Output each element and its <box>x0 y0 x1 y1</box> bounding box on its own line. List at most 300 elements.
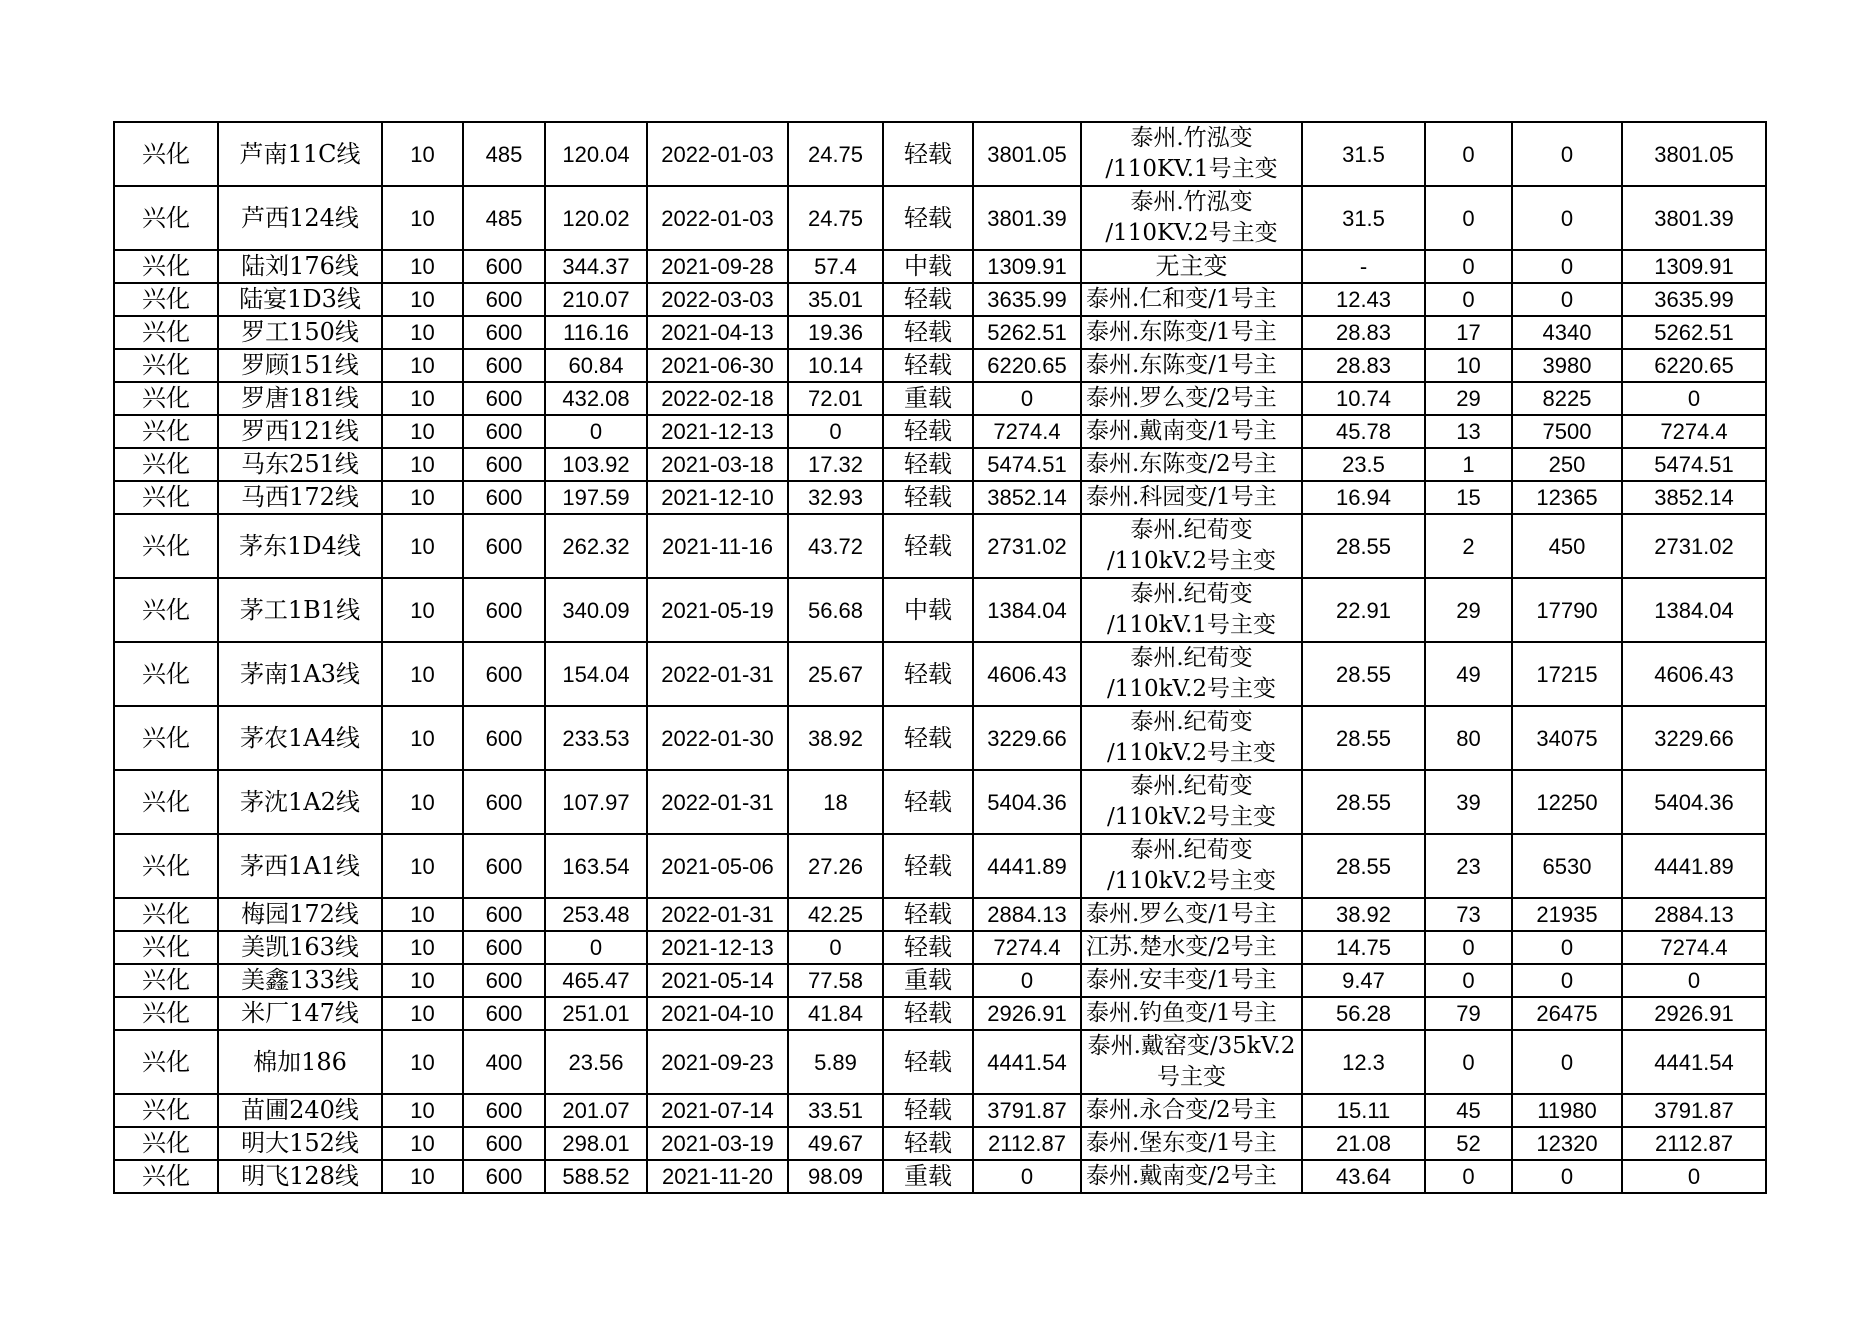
max-current-cell: 154.04 <box>545 642 647 706</box>
feeder-name-cell: 芦南11C线 <box>218 122 382 186</box>
substation-line-1: 泰州.纪荀变 <box>1130 837 1253 863</box>
area-cell: 兴化 <box>114 283 218 316</box>
area-cell: 兴化 <box>114 997 218 1030</box>
rated-current-cell: 600 <box>463 1160 545 1193</box>
voltage-cell: 10 <box>382 1127 463 1160</box>
applied-load-cell: 17215 <box>1512 642 1622 706</box>
table-row <box>114 415 1766 448</box>
voltage-cell: 10 <box>382 349 463 382</box>
date-cell: 2021-04-10 <box>647 997 788 1030</box>
transformer-load-rate-cell: 10.74 <box>1302 382 1425 415</box>
voltage-cell: 10 <box>382 834 463 898</box>
rated-current-cell: 600 <box>463 316 545 349</box>
voltage-cell: 10 <box>382 481 463 514</box>
table-row <box>114 931 1766 964</box>
area-cell: 兴化 <box>114 1030 218 1094</box>
transformer-load-rate-cell: 28.83 <box>1302 349 1425 382</box>
voltage-cell: 10 <box>382 122 463 186</box>
max-current-cell: 233.53 <box>545 706 647 770</box>
transformer-load-rate-cell: 15.11 <box>1302 1094 1425 1127</box>
transformer-load-rate-cell: 28.55 <box>1302 514 1425 578</box>
open-capacity-cell: 6220.65 <box>1622 349 1766 382</box>
open-capacity-cell: 3635.99 <box>1622 283 1766 316</box>
area-cell: 兴化 <box>114 415 218 448</box>
area-cell: 兴化 <box>114 122 218 186</box>
rated-current-cell: 600 <box>463 1127 545 1160</box>
available-capacity-cell: 2926.91 <box>973 997 1081 1030</box>
load-rate-cell: 32.93 <box>788 481 883 514</box>
open-capacity-cell: 3791.87 <box>1622 1094 1766 1127</box>
substation-line-2: /110kV.2号主变 <box>1106 548 1277 574</box>
open-capacity-cell: 0 <box>1622 964 1766 997</box>
voltage-cell: 10 <box>382 1160 463 1193</box>
feeder-name-cell: 美凯163线 <box>218 931 382 964</box>
max-current-cell: 107.97 <box>545 770 647 834</box>
load-status-cell: 轻载 <box>883 834 973 898</box>
table-row <box>114 898 1766 931</box>
area-cell: 兴化 <box>114 1094 218 1127</box>
max-current-cell: 298.01 <box>545 1127 647 1160</box>
available-capacity-cell: 2731.02 <box>973 514 1081 578</box>
rated-current-cell: 600 <box>463 514 545 578</box>
load-status-cell: 轻载 <box>883 481 973 514</box>
feeder-name-cell: 明大152线 <box>218 1127 382 1160</box>
date-cell: 2021-11-16 <box>647 514 788 578</box>
load-rate-cell: 72.01 <box>788 382 883 415</box>
available-capacity-cell: 6220.65 <box>973 349 1081 382</box>
open-capacity-cell: 2926.91 <box>1622 997 1766 1030</box>
applications-count-cell: 0 <box>1425 931 1512 964</box>
applied-load-cell: 0 <box>1512 1030 1622 1094</box>
load-status-cell: 轻载 <box>883 448 973 481</box>
voltage-cell: 10 <box>382 448 463 481</box>
max-current-cell: 253.48 <box>545 898 647 931</box>
table-row <box>114 706 1766 770</box>
date-cell: 2021-12-13 <box>647 931 788 964</box>
available-capacity-cell: 3635.99 <box>973 283 1081 316</box>
applications-count-cell: 39 <box>1425 770 1512 834</box>
max-current-cell: 163.54 <box>545 834 647 898</box>
feeder-name-cell: 茅农1A4线 <box>218 706 382 770</box>
table-row <box>114 1127 1766 1160</box>
rated-current-cell: 600 <box>463 382 545 415</box>
voltage-cell: 10 <box>382 642 463 706</box>
load-status-cell: 中载 <box>883 250 973 283</box>
applications-count-cell: 79 <box>1425 997 1512 1030</box>
applied-load-cell: 17790 <box>1512 578 1622 642</box>
max-current-cell: 23.56 <box>545 1030 647 1094</box>
rated-current-cell: 485 <box>463 122 545 186</box>
load-rate-cell: 41.84 <box>788 997 883 1030</box>
load-status-cell: 重载 <box>883 1160 973 1193</box>
substation-cell: 泰州.仁和变/1号主 <box>1081 283 1302 316</box>
table-row <box>114 349 1766 382</box>
substation-cell <box>1081 122 1302 186</box>
max-current-cell: 262.32 <box>545 514 647 578</box>
date-cell: 2021-03-18 <box>647 448 788 481</box>
applied-load-cell: 34075 <box>1512 706 1622 770</box>
transformer-load-rate-cell: 28.55 <box>1302 642 1425 706</box>
available-capacity-cell: 4441.54 <box>973 1030 1081 1094</box>
area-cell: 兴化 <box>114 448 218 481</box>
transformer-load-rate-cell: 43.64 <box>1302 1160 1425 1193</box>
available-capacity-cell: 7274.4 <box>973 415 1081 448</box>
load-rate-cell: 33.51 <box>788 1094 883 1127</box>
applications-count-cell: 23 <box>1425 834 1512 898</box>
applications-count-cell: 0 <box>1425 1030 1512 1094</box>
transformer-load-rate-cell: 16.94 <box>1302 481 1425 514</box>
applications-count-cell: 0 <box>1425 283 1512 316</box>
applications-count-cell: 0 <box>1425 964 1512 997</box>
voltage-cell: 10 <box>382 578 463 642</box>
rated-current-cell: 600 <box>463 898 545 931</box>
available-capacity-cell: 5262.51 <box>973 316 1081 349</box>
table-row <box>114 770 1766 834</box>
open-capacity-cell: 4606.43 <box>1622 642 1766 706</box>
applied-load-cell: 0 <box>1512 186 1622 250</box>
substation-cell: 泰州.戴南变/2号主 <box>1081 1160 1302 1193</box>
substation-cell: 泰州.堡东变/1号主 <box>1081 1127 1302 1160</box>
applications-count-cell: 1 <box>1425 448 1512 481</box>
max-current-cell: 197.59 <box>545 481 647 514</box>
table-row <box>114 283 1766 316</box>
date-cell: 2022-01-31 <box>647 770 788 834</box>
substation-cell: 泰州.东陈变/1号主 <box>1081 349 1302 382</box>
date-cell: 2021-09-28 <box>647 250 788 283</box>
transformer-load-rate-cell: 28.55 <box>1302 834 1425 898</box>
substation-cell: 无主变 <box>1081 250 1302 283</box>
load-status-cell: 轻载 <box>883 316 973 349</box>
substation-line-1: 泰州.纪荀变 <box>1130 709 1253 735</box>
table-body <box>114 122 1766 1193</box>
available-capacity-cell: 0 <box>973 1160 1081 1193</box>
area-cell: 兴化 <box>114 964 218 997</box>
rated-current-cell: 600 <box>463 283 545 316</box>
available-capacity-cell: 7274.4 <box>973 931 1081 964</box>
max-current-cell: 120.02 <box>545 186 647 250</box>
date-cell: 2022-03-03 <box>647 283 788 316</box>
open-capacity-cell: 2884.13 <box>1622 898 1766 931</box>
voltage-cell: 10 <box>382 316 463 349</box>
open-capacity-cell: 0 <box>1622 382 1766 415</box>
transformer-load-rate-cell: 23.5 <box>1302 448 1425 481</box>
area-cell: 兴化 <box>114 382 218 415</box>
applied-load-cell: 250 <box>1512 448 1622 481</box>
applied-load-cell: 3980 <box>1512 349 1622 382</box>
applications-count-cell: 0 <box>1425 1160 1512 1193</box>
transformer-load-rate-cell: 12.3 <box>1302 1030 1425 1094</box>
date-cell: 2022-02-18 <box>647 382 788 415</box>
rated-current-cell: 600 <box>463 997 545 1030</box>
substation-cell: 泰州.永合变/2号主 <box>1081 1094 1302 1127</box>
area-cell: 兴化 <box>114 834 218 898</box>
load-rate-cell: 35.01 <box>788 283 883 316</box>
max-current-cell: 340.09 <box>545 578 647 642</box>
voltage-cell: 10 <box>382 706 463 770</box>
substation-cell: 泰州.东陈变/2号主 <box>1081 448 1302 481</box>
feeder-name-cell: 茅西1A1线 <box>218 834 382 898</box>
date-cell: 2021-04-13 <box>647 316 788 349</box>
applications-count-cell: 0 <box>1425 186 1512 250</box>
load-status-cell: 轻载 <box>883 706 973 770</box>
area-cell: 兴化 <box>114 514 218 578</box>
open-capacity-cell: 5404.36 <box>1622 770 1766 834</box>
load-rate-cell: 5.89 <box>788 1030 883 1094</box>
date-cell: 2021-07-14 <box>647 1094 788 1127</box>
max-current-cell: 0 <box>545 415 647 448</box>
available-capacity-cell: 5474.51 <box>973 448 1081 481</box>
area-cell: 兴化 <box>114 578 218 642</box>
load-status-cell: 轻载 <box>883 415 973 448</box>
load-status-cell: 轻载 <box>883 514 973 578</box>
area-cell: 兴化 <box>114 250 218 283</box>
feeder-name-cell: 罗工150线 <box>218 316 382 349</box>
area-cell: 兴化 <box>114 931 218 964</box>
substation-cell <box>1081 642 1302 706</box>
rated-current-cell: 600 <box>463 481 545 514</box>
applications-count-cell: 52 <box>1425 1127 1512 1160</box>
load-rate-cell: 56.68 <box>788 578 883 642</box>
voltage-cell: 10 <box>382 250 463 283</box>
substation-cell: 泰州.安丰变/1号主 <box>1081 964 1302 997</box>
applications-count-cell: 13 <box>1425 415 1512 448</box>
voltage-cell: 10 <box>382 931 463 964</box>
applications-count-cell: 45 <box>1425 1094 1512 1127</box>
load-status-cell: 重载 <box>883 382 973 415</box>
load-rate-cell: 19.36 <box>788 316 883 349</box>
applied-load-cell: 0 <box>1512 250 1622 283</box>
feeder-name-cell: 棉加186 <box>218 1030 382 1094</box>
available-capacity-cell: 2112.87 <box>973 1127 1081 1160</box>
applied-load-cell: 11980 <box>1512 1094 1622 1127</box>
available-capacity-cell: 4441.89 <box>973 834 1081 898</box>
voltage-cell: 10 <box>382 382 463 415</box>
voltage-cell: 10 <box>382 1094 463 1127</box>
available-capacity-cell: 3801.05 <box>973 122 1081 186</box>
applied-load-cell: 0 <box>1512 931 1622 964</box>
rated-current-cell: 485 <box>463 186 545 250</box>
voltage-cell: 10 <box>382 997 463 1030</box>
date-cell: 2021-09-23 <box>647 1030 788 1094</box>
open-capacity-cell: 1309.91 <box>1622 250 1766 283</box>
available-capacity-cell: 4606.43 <box>973 642 1081 706</box>
date-cell: 2021-12-10 <box>647 481 788 514</box>
substation-cell <box>1081 514 1302 578</box>
transformer-load-rate-cell: 9.47 <box>1302 964 1425 997</box>
substation-cell <box>1081 1030 1302 1094</box>
rated-current-cell: 600 <box>463 964 545 997</box>
applied-load-cell: 7500 <box>1512 415 1622 448</box>
feeder-name-cell: 罗顾151线 <box>218 349 382 382</box>
rated-current-cell: 600 <box>463 834 545 898</box>
open-capacity-cell: 7274.4 <box>1622 931 1766 964</box>
area-cell: 兴化 <box>114 898 218 931</box>
applied-load-cell: 6530 <box>1512 834 1622 898</box>
applications-count-cell: 80 <box>1425 706 1512 770</box>
feeder-name-cell: 米厂147线 <box>218 997 382 1030</box>
open-capacity-cell: 5262.51 <box>1622 316 1766 349</box>
date-cell: 2022-01-03 <box>647 122 788 186</box>
applied-load-cell: 0 <box>1512 283 1622 316</box>
rated-current-cell: 600 <box>463 250 545 283</box>
transformer-load-rate-cell: 28.83 <box>1302 316 1425 349</box>
applied-load-cell: 12320 <box>1512 1127 1622 1160</box>
table-row <box>114 186 1766 250</box>
load-status-cell: 轻载 <box>883 1094 973 1127</box>
available-capacity-cell: 0 <box>973 382 1081 415</box>
substation-line-2: /110kV.2号主变 <box>1106 740 1277 766</box>
load-status-cell: 轻载 <box>883 898 973 931</box>
applied-load-cell: 450 <box>1512 514 1622 578</box>
transformer-load-rate-cell: 38.92 <box>1302 898 1425 931</box>
date-cell: 2021-03-19 <box>647 1127 788 1160</box>
date-cell: 2022-01-30 <box>647 706 788 770</box>
applied-load-cell: 8225 <box>1512 382 1622 415</box>
table-row <box>114 250 1766 283</box>
table-row <box>114 514 1766 578</box>
transformer-load-rate-cell: 28.55 <box>1302 706 1425 770</box>
feeder-name-cell: 陆宴1D3线 <box>218 283 382 316</box>
substation-cell <box>1081 706 1302 770</box>
feeder-name-cell: 明飞128线 <box>218 1160 382 1193</box>
substation-line-1: 泰州.竹泓变 <box>1130 125 1253 151</box>
load-rate-cell: 0 <box>788 931 883 964</box>
date-cell: 2021-12-13 <box>647 415 788 448</box>
table-row <box>114 834 1766 898</box>
feeder-name-cell: 马西172线 <box>218 481 382 514</box>
substation-cell: 泰州.科园变/1号主 <box>1081 481 1302 514</box>
applied-load-cell: 0 <box>1512 964 1622 997</box>
load-status-cell: 轻载 <box>883 931 973 964</box>
date-cell: 2022-01-03 <box>647 186 788 250</box>
transformer-load-rate-cell: 22.91 <box>1302 578 1425 642</box>
applications-count-cell: 0 <box>1425 250 1512 283</box>
applications-count-cell: 15 <box>1425 481 1512 514</box>
table-row <box>114 448 1766 481</box>
rated-current-cell: 600 <box>463 1094 545 1127</box>
substation-cell <box>1081 834 1302 898</box>
transformer-load-rate-cell: 14.75 <box>1302 931 1425 964</box>
feeder-name-cell: 茅沈1A2线 <box>218 770 382 834</box>
applied-load-cell: 4340 <box>1512 316 1622 349</box>
substation-cell: 泰州.钓鱼变/1号主 <box>1081 997 1302 1030</box>
load-rate-cell: 57.4 <box>788 250 883 283</box>
rated-current-cell: 600 <box>463 448 545 481</box>
available-capacity-cell: 1384.04 <box>973 578 1081 642</box>
date-cell: 2021-05-06 <box>647 834 788 898</box>
max-current-cell: 251.01 <box>545 997 647 1030</box>
load-status-cell: 轻载 <box>883 349 973 382</box>
substation-line-1: 泰州.纪荀变 <box>1130 645 1253 671</box>
open-capacity-cell: 3852.14 <box>1622 481 1766 514</box>
available-capacity-cell: 0 <box>973 964 1081 997</box>
max-current-cell: 344.37 <box>545 250 647 283</box>
substation-line-1: 泰州.纪荀变 <box>1130 581 1253 607</box>
applications-count-cell: 29 <box>1425 578 1512 642</box>
transformer-load-rate-cell: 31.5 <box>1302 186 1425 250</box>
substation-line-2: /110kV.2号主变 <box>1106 868 1277 894</box>
voltage-cell: 10 <box>382 898 463 931</box>
substation-cell: 泰州.戴南变/1号主 <box>1081 415 1302 448</box>
load-rate-cell: 18 <box>788 770 883 834</box>
transformer-load-rate-cell: 21.08 <box>1302 1127 1425 1160</box>
applications-count-cell: 29 <box>1425 382 1512 415</box>
feeder-name-cell: 梅园172线 <box>218 898 382 931</box>
area-cell: 兴化 <box>114 1127 218 1160</box>
available-capacity-cell: 3801.39 <box>973 186 1081 250</box>
date-cell: 2022-01-31 <box>647 898 788 931</box>
load-rate-cell: 98.09 <box>788 1160 883 1193</box>
load-status-cell: 轻载 <box>883 770 973 834</box>
feeder-name-cell: 芦西124线 <box>218 186 382 250</box>
table-row <box>114 1160 1766 1193</box>
substation-line-2: /110KV.1号主变 <box>1105 156 1278 182</box>
available-capacity-cell: 3791.87 <box>973 1094 1081 1127</box>
max-current-cell: 210.07 <box>545 283 647 316</box>
date-cell: 2021-05-14 <box>647 964 788 997</box>
table-row <box>114 1094 1766 1127</box>
voltage-cell: 10 <box>382 283 463 316</box>
open-capacity-cell: 4441.89 <box>1622 834 1766 898</box>
feeder-capacity-table <box>113 121 1767 1194</box>
load-rate-cell: 25.67 <box>788 642 883 706</box>
voltage-cell: 10 <box>382 1030 463 1094</box>
load-rate-cell: 38.92 <box>788 706 883 770</box>
transformer-load-rate-cell: 31.5 <box>1302 122 1425 186</box>
max-current-cell: 0 <box>545 931 647 964</box>
table-row <box>114 997 1766 1030</box>
applied-load-cell: 12365 <box>1512 481 1622 514</box>
open-capacity-cell: 3801.39 <box>1622 186 1766 250</box>
date-cell: 2021-11-20 <box>647 1160 788 1193</box>
max-current-cell: 60.84 <box>545 349 647 382</box>
substation-cell <box>1081 770 1302 834</box>
load-rate-cell: 24.75 <box>788 122 883 186</box>
max-current-cell: 432.08 <box>545 382 647 415</box>
table-row <box>114 122 1766 186</box>
available-capacity-cell: 5404.36 <box>973 770 1081 834</box>
load-rate-cell: 77.58 <box>788 964 883 997</box>
max-current-cell: 120.04 <box>545 122 647 186</box>
load-status-cell: 轻载 <box>883 997 973 1030</box>
date-cell: 2021-06-30 <box>647 349 788 382</box>
feeder-name-cell: 茅工1B1线 <box>218 578 382 642</box>
area-cell: 兴化 <box>114 349 218 382</box>
feeder-name-cell: 美鑫133线 <box>218 964 382 997</box>
open-capacity-cell: 2731.02 <box>1622 514 1766 578</box>
transformer-load-rate-cell: - <box>1302 250 1425 283</box>
feeder-name-cell: 苗圃240线 <box>218 1094 382 1127</box>
substation-cell <box>1081 186 1302 250</box>
substation-line-2: 号主变 <box>1157 1064 1226 1090</box>
substation-cell <box>1081 578 1302 642</box>
applied-load-cell: 0 <box>1512 122 1622 186</box>
voltage-cell: 10 <box>382 514 463 578</box>
load-status-cell: 重载 <box>883 964 973 997</box>
available-capacity-cell: 2884.13 <box>973 898 1081 931</box>
table-row <box>114 316 1766 349</box>
applications-count-cell: 17 <box>1425 316 1512 349</box>
voltage-cell: 10 <box>382 964 463 997</box>
applied-load-cell: 0 <box>1512 1160 1622 1193</box>
load-rate-cell: 17.32 <box>788 448 883 481</box>
date-cell: 2021-05-19 <box>647 578 788 642</box>
voltage-cell: 10 <box>382 186 463 250</box>
open-capacity-cell: 4441.54 <box>1622 1030 1766 1094</box>
load-rate-cell: 24.75 <box>788 186 883 250</box>
substation-line-2: /110kV.2号主变 <box>1106 676 1277 702</box>
substation-cell: 江苏.楚水变/2号主 <box>1081 931 1302 964</box>
